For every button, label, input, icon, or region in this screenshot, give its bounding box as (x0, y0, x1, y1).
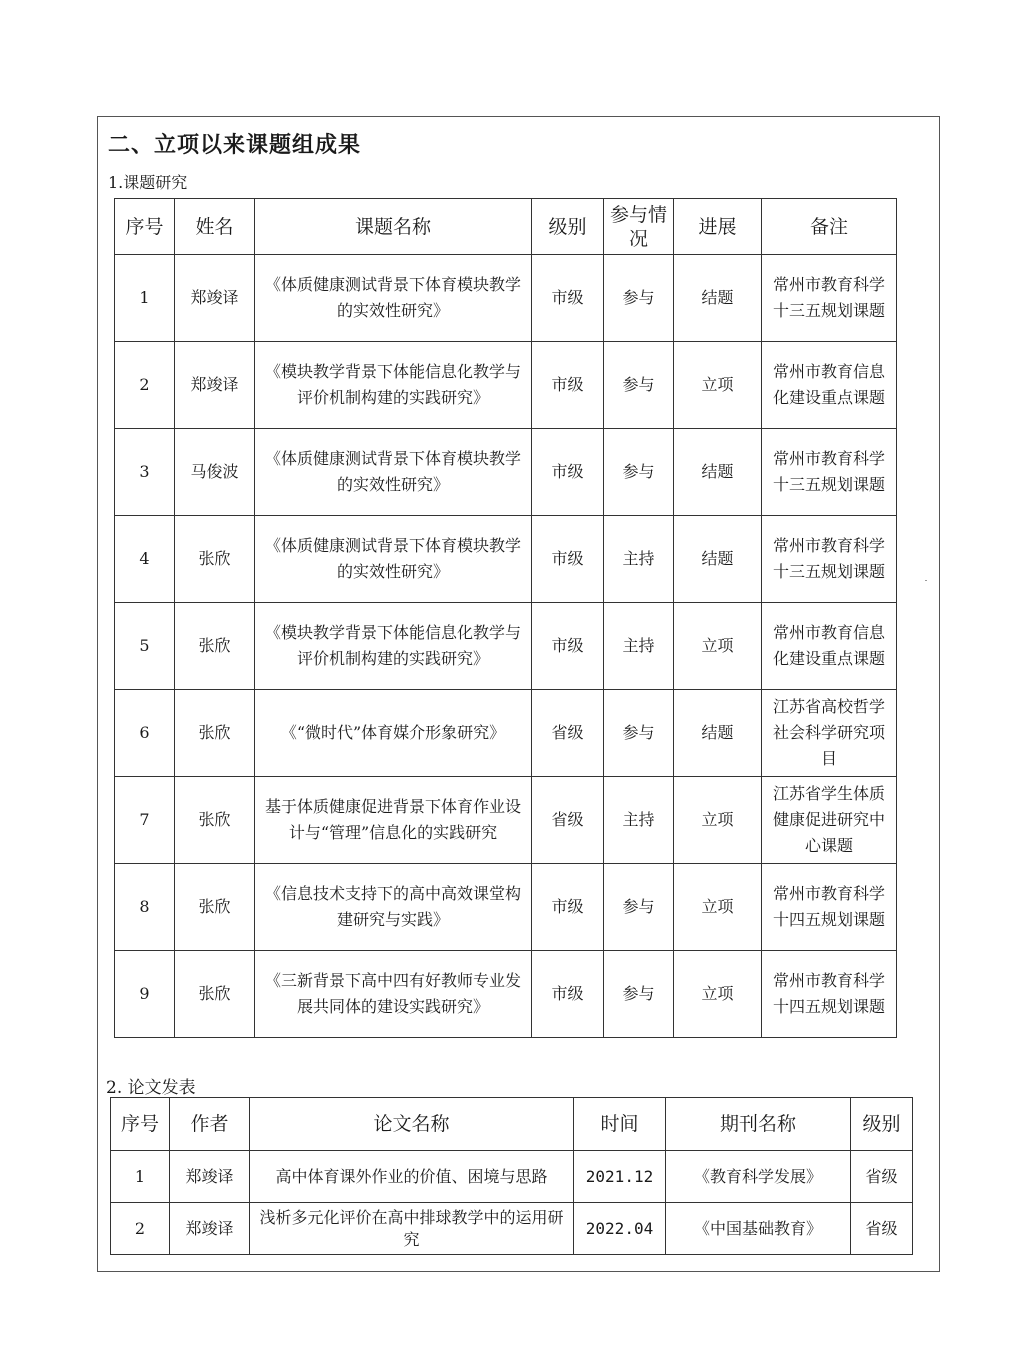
cell-journal: 《教育科学发展》 (666, 1151, 851, 1203)
header-index: 序号 (111, 1098, 170, 1151)
cell-remark: 常州市教育科学十三五规划课题 (762, 516, 897, 603)
cell-level: 市级 (532, 429, 604, 516)
cell-level: 省级 (532, 690, 604, 777)
cell-participation: 主持 (604, 603, 674, 690)
header-journal: 期刊名称 (666, 1098, 851, 1151)
cell-progress: 立项 (674, 864, 762, 951)
cell-participation: 主持 (604, 516, 674, 603)
cell-remark: 常州市教育科学十三五规划课题 (762, 255, 897, 342)
table-row (115, 255, 897, 342)
research-table (114, 198, 897, 1038)
cell-name: 马俊波 (175, 429, 255, 516)
cell-level: 市级 (532, 864, 604, 951)
cell-progress: 立项 (674, 951, 762, 1038)
cell-index: 2 (115, 342, 175, 429)
cell-name: 张欣 (175, 864, 255, 951)
cell-progress: 结题 (674, 429, 762, 516)
cell-index: 1 (115, 255, 175, 342)
cell-progress: 结题 (674, 255, 762, 342)
cell-participation: 参与 (604, 429, 674, 516)
cell-name: 张欣 (175, 951, 255, 1038)
cell-topic: 《体质健康测试背景下体育模块教学的实效性研究》 (255, 516, 532, 603)
header-level: 级别 (851, 1098, 913, 1151)
table-row (111, 1151, 913, 1203)
cell-paper-title: 高中体育课外作业的价值、困境与思路 (250, 1151, 574, 1203)
cell-remark: 常州市教育信息化建设重点课题 (762, 342, 897, 429)
cell-index: 1 (111, 1151, 170, 1203)
cell-level: 市级 (532, 255, 604, 342)
cell-participation: 参与 (604, 864, 674, 951)
cell-level: 市级 (532, 342, 604, 429)
cell-index: 3 (115, 429, 175, 516)
header-level: 级别 (532, 199, 604, 255)
cell-topic: 《三新背景下高中四有好教师专业发展共同体的建设实践研究》 (255, 951, 532, 1038)
section-title: 二、立项以来课题组成果 (108, 133, 362, 158)
table-row (115, 951, 897, 1038)
cell-progress: 结题 (674, 690, 762, 777)
papers-table (110, 1097, 913, 1255)
cell-remark: 常州市教育信息化建设重点课题 (762, 603, 897, 690)
cell-progress: 立项 (674, 342, 762, 429)
cell-name: 张欣 (175, 516, 255, 603)
cell-name: 张欣 (175, 603, 255, 690)
cell-remark: 常州市教育科学十三五规划课题 (762, 429, 897, 516)
table-row (111, 1203, 913, 1255)
cell-topic: 《模块教学背景下体能信息化教学与评价机制构建的实践研究》 (255, 342, 532, 429)
cell-topic: 基于体质健康促进背景下体育作业设计与“管理”信息化的实践研究 (255, 777, 532, 864)
cell-index: 7 (115, 777, 175, 864)
table-row (115, 429, 897, 516)
cell-index: 6 (115, 690, 175, 777)
header-participation: 参与情况 (604, 199, 674, 255)
cell-participation: 参与 (604, 951, 674, 1038)
table-row (115, 777, 897, 864)
header-index: 序号 (115, 199, 175, 255)
cell-name: 张欣 (175, 777, 255, 864)
table-row (115, 342, 897, 429)
cell-topic: 《体质健康测试背景下体育模块教学的实效性研究》 (255, 255, 532, 342)
header-paper-title: 论文名称 (250, 1098, 574, 1151)
header-date: 时间 (574, 1098, 666, 1151)
cell-date: 2021.12 (574, 1151, 666, 1203)
cell-index: 2 (111, 1203, 170, 1255)
cell-remark: 常州市教育科学十四五规划课题 (762, 951, 897, 1038)
table-row (115, 603, 897, 690)
cell-author: 郑竣译 (170, 1151, 250, 1203)
cell-topic: 《“微时代”体育媒介形象研究》 (255, 690, 532, 777)
header-author: 作者 (170, 1098, 250, 1151)
cell-journal: 《中国基础教育》 (666, 1203, 851, 1255)
cell-index: 8 (115, 864, 175, 951)
cell-name: 郑竣译 (175, 342, 255, 429)
cell-level: 市级 (532, 603, 604, 690)
cell-progress: 立项 (674, 777, 762, 864)
header-remark: 备注 (762, 199, 897, 255)
cell-topic: 《模块教学背景下体能信息化教学与评价机制构建的实践研究》 (255, 603, 532, 690)
papers-header-row (111, 1098, 913, 1151)
cell-index: 9 (115, 951, 175, 1038)
cell-level: 省级 (851, 1151, 913, 1203)
cell-participation: 参与 (604, 255, 674, 342)
cell-progress: 立项 (674, 603, 762, 690)
cell-level: 市级 (532, 516, 604, 603)
cell-date: 2022.04 (574, 1203, 666, 1255)
table-row (115, 864, 897, 951)
header-topic: 课题名称 (255, 199, 532, 255)
cell-index: 4 (115, 516, 175, 603)
cell-participation: 参与 (604, 342, 674, 429)
cell-name: 郑竣译 (175, 255, 255, 342)
header-progress: 进展 (674, 199, 762, 255)
table-row (115, 690, 897, 777)
research-heading: 1.课题研究 (108, 173, 188, 192)
papers-heading: 2. 论文发表 (106, 1078, 196, 1098)
cell-index: 5 (115, 603, 175, 690)
cell-remark: 江苏省高校哲学社会科学研究项目 (762, 690, 897, 777)
cell-remark: 常州市教育科学十四五规划课题 (762, 864, 897, 951)
scan-speck (925, 580, 927, 581)
research-header-row (115, 199, 897, 255)
header-name: 姓名 (175, 199, 255, 255)
cell-participation: 参与 (604, 690, 674, 777)
cell-progress: 结题 (674, 516, 762, 603)
cell-remark: 江苏省学生体质健康促进研究中心课题 (762, 777, 897, 864)
table-row (115, 516, 897, 603)
cell-name: 张欣 (175, 690, 255, 777)
cell-paper-title: 浅析多元化评价在高中排球教学中的运用研究 (250, 1203, 574, 1255)
cell-level: 市级 (532, 951, 604, 1038)
cell-level: 省级 (851, 1203, 913, 1255)
cell-participation: 主持 (604, 777, 674, 864)
cell-topic: 《体质健康测试背景下体育模块教学的实效性研究》 (255, 429, 532, 516)
cell-author: 郑竣译 (170, 1203, 250, 1255)
cell-topic: 《信息技术支持下的高中高效课堂构建研究与实践》 (255, 864, 532, 951)
cell-level: 省级 (532, 777, 604, 864)
